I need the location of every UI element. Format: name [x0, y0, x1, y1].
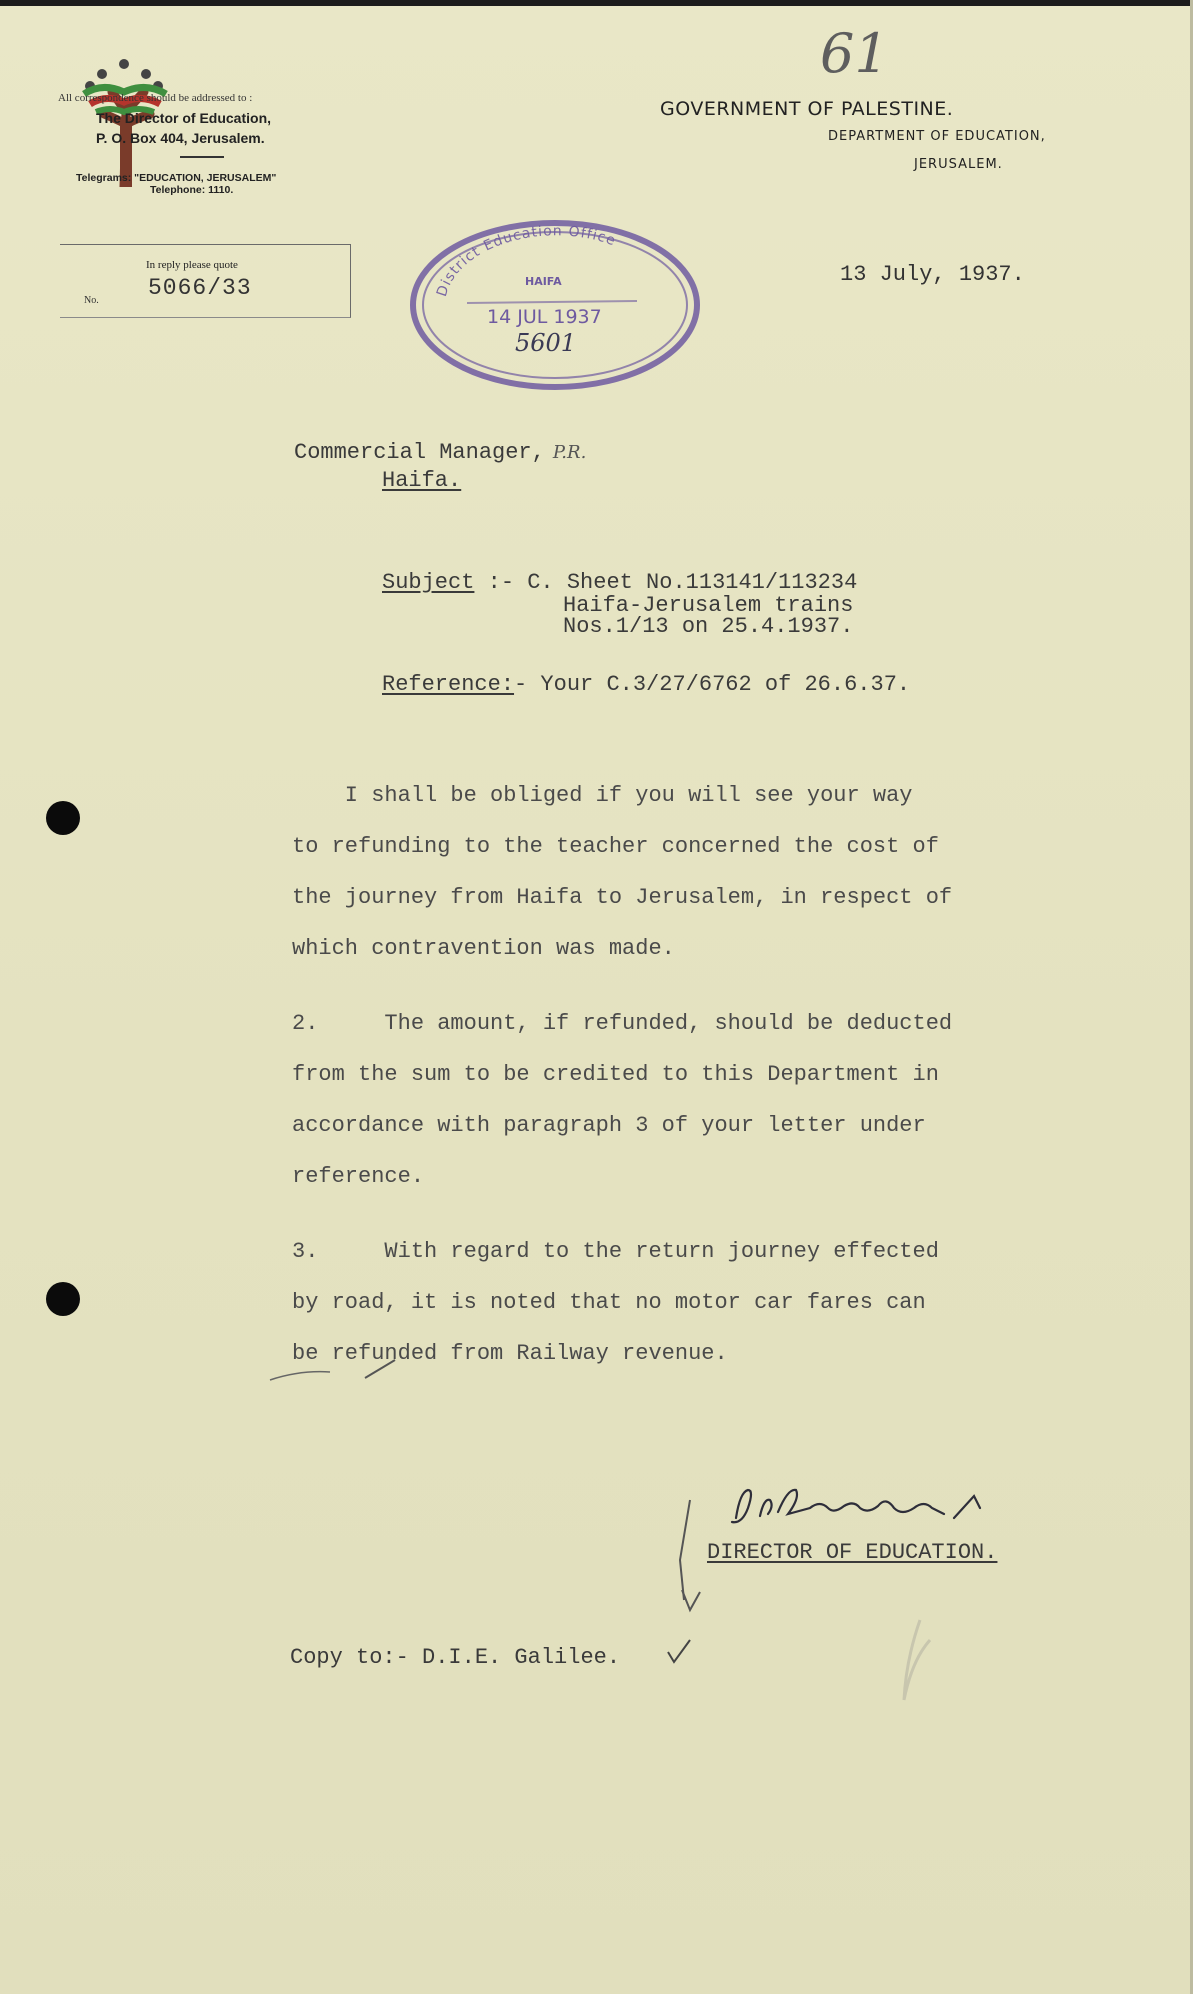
para1-line2: to refunding to the teacher concerned the cost of	[292, 834, 939, 859]
handwritten-signature	[718, 1478, 1018, 1538]
para2-line4: reference.	[292, 1164, 425, 1189]
stamp-date: 14 JUL 1937	[487, 306, 602, 328]
letter-date: 13 July, 1937.	[840, 262, 1025, 287]
recipient-city: Haifa.	[382, 468, 462, 493]
stamp-place: HAIFA	[525, 275, 562, 288]
reply-no-label: No.	[84, 295, 99, 306]
government-heading: GOVERNMENT OF PALESTINE.	[660, 98, 954, 120]
addressee-director: The Director of Education,	[96, 110, 272, 126]
stamp-handwritten-number: 5601	[515, 329, 577, 357]
signatory-title: DIRECTOR OF EDUCATION.	[707, 1540, 998, 1565]
top-edge	[0, 0, 1193, 6]
para2-line1: 2. The amount, if refunded, should be deducted	[292, 1011, 953, 1036]
reply-reference: 5066/33	[148, 275, 252, 301]
punch-hole-bottom	[46, 1282, 80, 1316]
para3-line3: be refunded from Railway revenue.	[292, 1341, 728, 1366]
department-heading: DEPARTMENT OF EDUCATION,	[828, 129, 1046, 144]
reply-quote-box	[60, 244, 351, 318]
para1-line3: the journey from Haifa to Jerusalem, in respect of	[292, 885, 953, 910]
letter-body	[292, 770, 1052, 1379]
telegrams-line: Telegrams: "EDUCATION, JERUSALEM"	[76, 172, 277, 184]
subject-block	[382, 572, 857, 593]
recipient-title: Commercial Manager,	[294, 440, 545, 465]
recipient-line1	[294, 440, 586, 465]
subject-separator: :-	[474, 570, 528, 595]
reference-label: Reference:	[382, 672, 515, 697]
subject-line3: Nos.1/13 on 25.4.1937.	[563, 614, 854, 639]
addressee-box: P. O. Box 404, Jerusalem.	[96, 130, 265, 146]
para2-line3: accordance with paragraph 3 of your letter under	[292, 1113, 926, 1138]
city-heading: JERUSALEM.	[914, 157, 1003, 172]
para1-line4: which contravention was made.	[292, 936, 675, 961]
letterhead-rule	[180, 156, 224, 158]
letterhead-left	[58, 92, 358, 196]
telephone-line: Telephone: 1110.	[150, 184, 234, 196]
recipient-annotation: P.R.	[552, 442, 587, 463]
subject-label: Subject	[382, 570, 475, 595]
punch-hole-top	[46, 801, 80, 835]
reference-text: - Your C.3/27/6762 of 26.6.37.	[514, 672, 911, 697]
para1-line1: I shall be obliged if you will see your way	[292, 783, 913, 808]
stamp-office: District Education Office	[433, 223, 619, 299]
reply-label: In reply please quote	[146, 259, 238, 271]
correspondence-note: All correspondence should be addressed to :	[58, 92, 253, 104]
para3-line1: 3. With regard to the return journey effected	[292, 1239, 939, 1264]
para2-line2: from the sum to be credited to this Department in	[292, 1062, 939, 1087]
subject-line2: Haifa-Jerusalem trains	[563, 593, 854, 618]
folio-number: 61	[820, 22, 889, 85]
para3-line2: by road, it is noted that no motor car fares can	[292, 1290, 926, 1315]
subject-line1: C. Sheet No.113141/113234	[527, 570, 858, 595]
received-stamp	[405, 213, 705, 393]
copy-to-line: Copy to:- D.I.E. Galilee.	[290, 1645, 621, 1670]
reference-line	[382, 672, 910, 697]
